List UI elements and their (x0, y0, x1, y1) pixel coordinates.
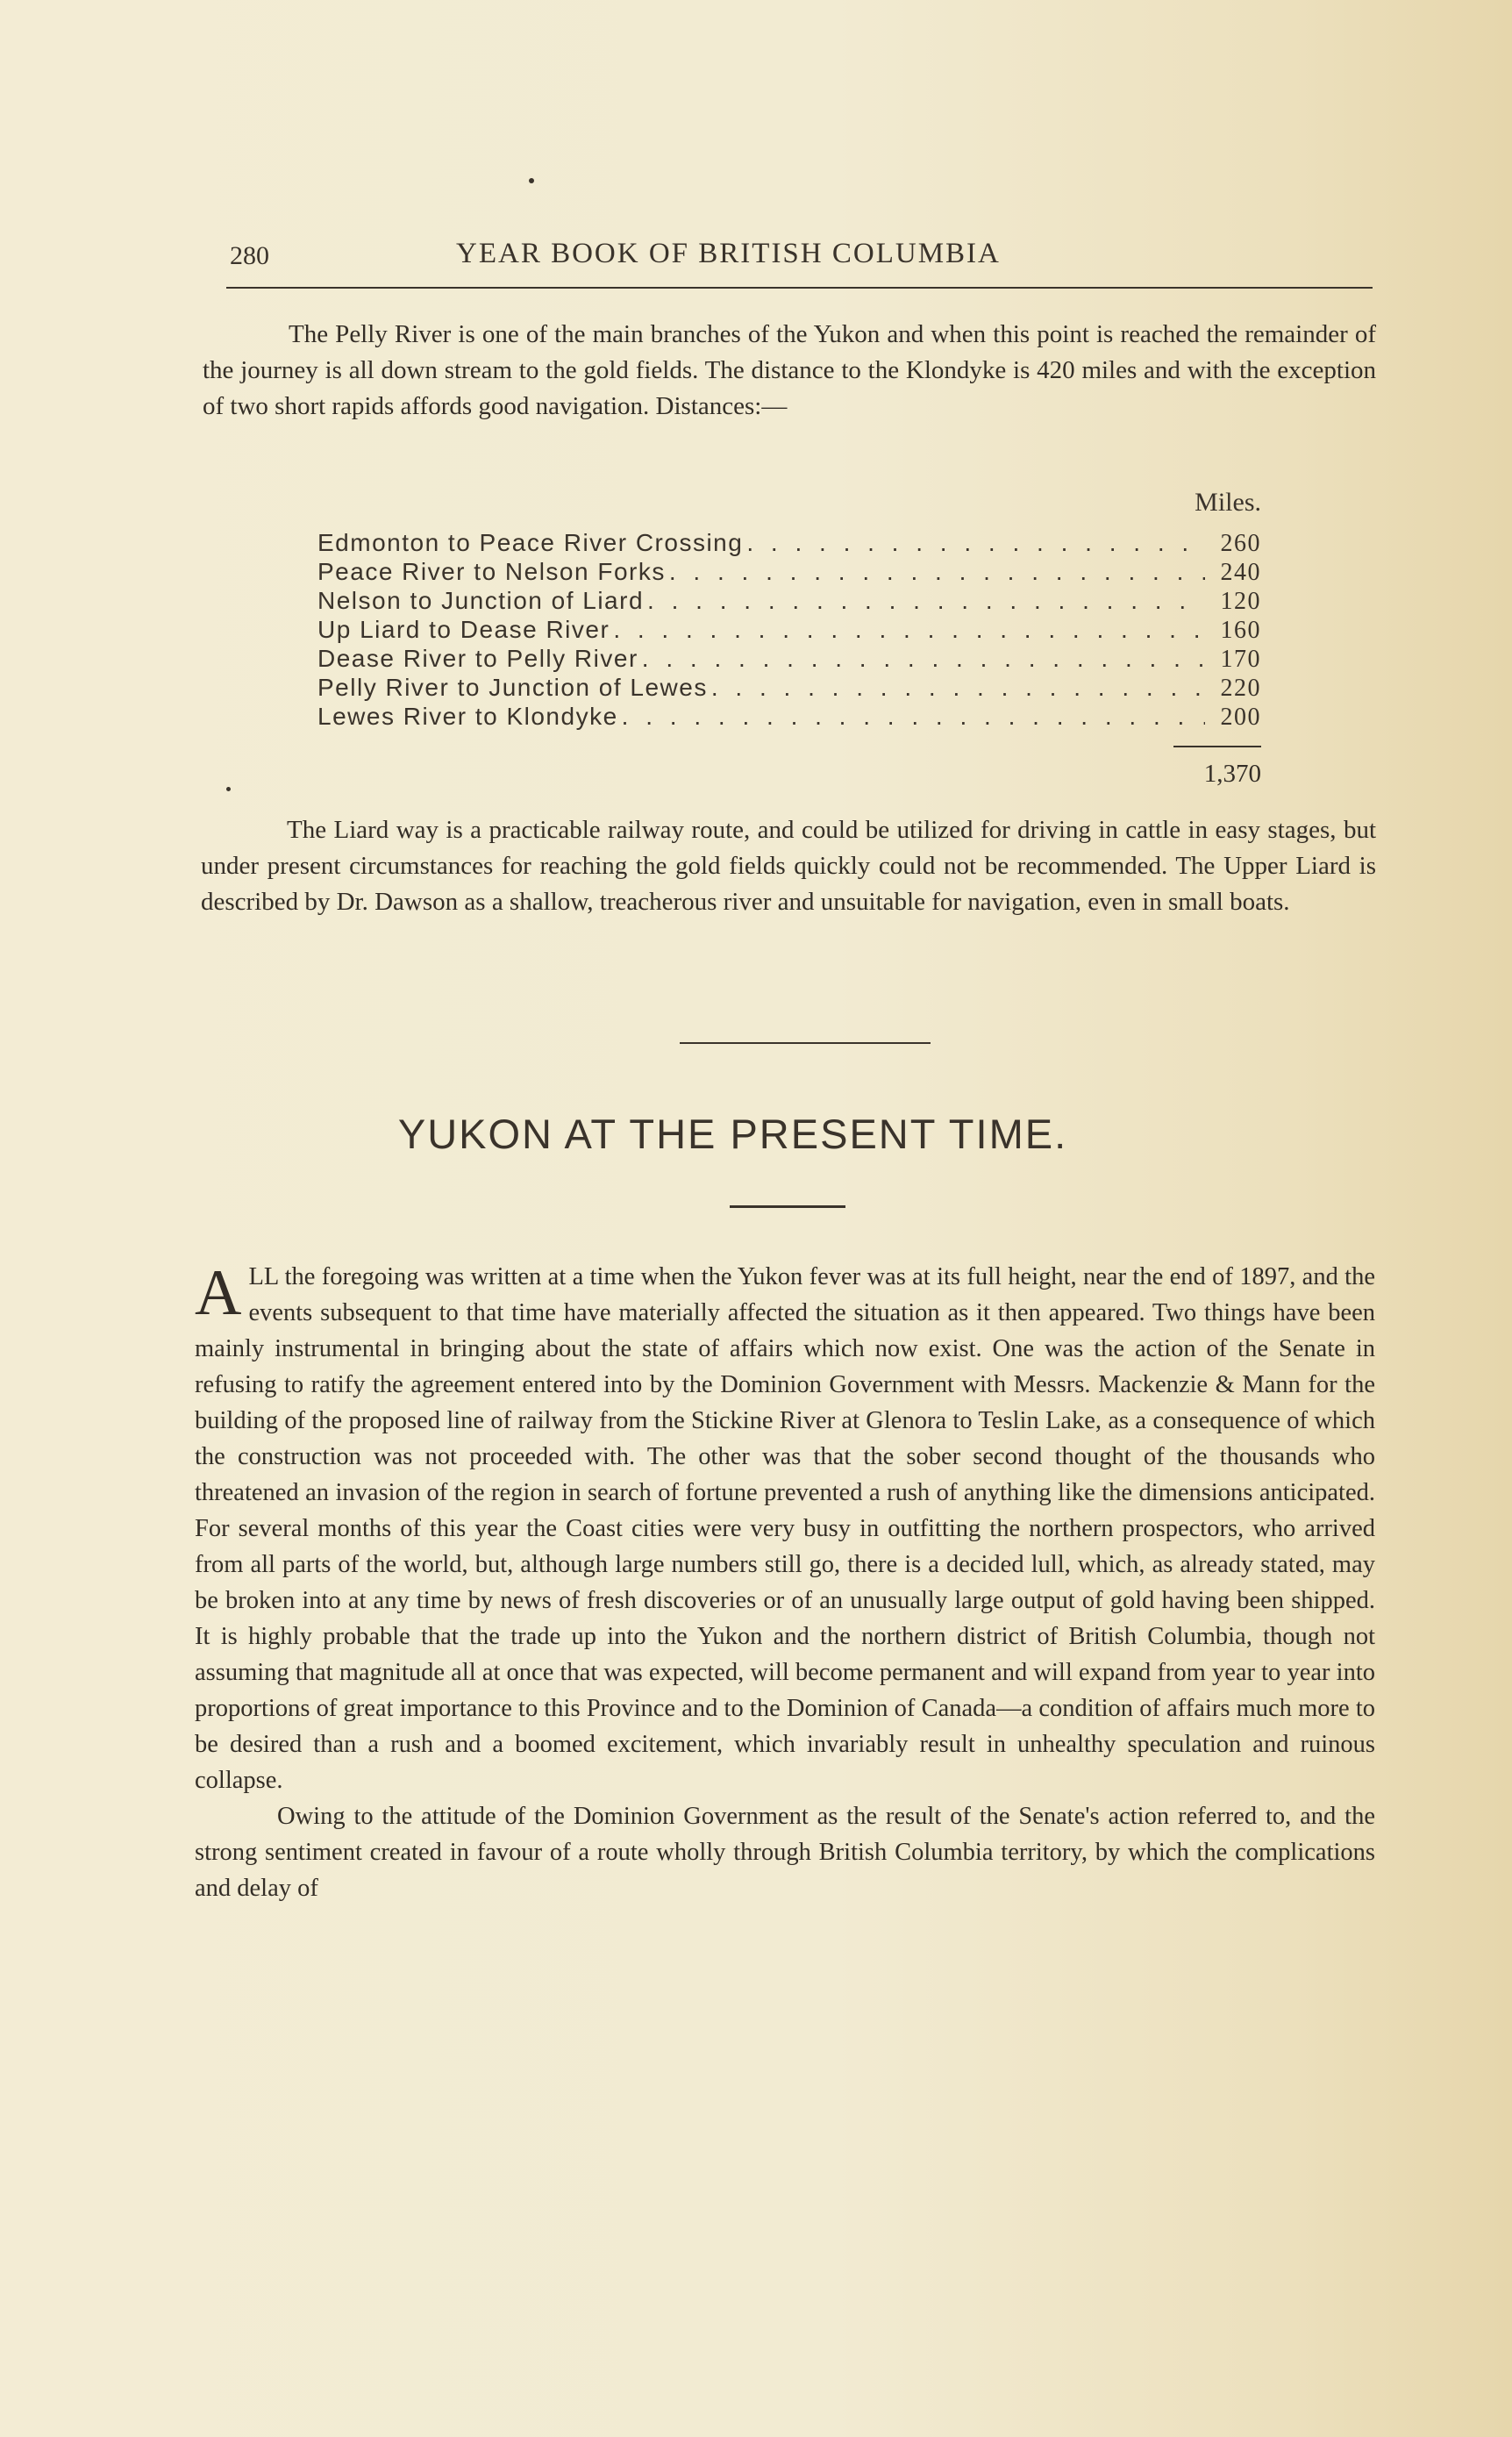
miles-column-header: Miles. (1195, 488, 1261, 517)
distance-row (317, 586, 1261, 615)
dot-leader (669, 557, 1205, 586)
drop-cap: A (195, 1257, 242, 1329)
route-miles: 170 (1220, 646, 1261, 673)
section-paragraph: Owing to the attitude of the Dominion Government as the result of the Senate's action referred to, and the strong sentiment created in favour of a route wholly through British Columbia territory, by which the complications and delay of (195, 1803, 1375, 1902)
heading-underline (730, 1205, 845, 1208)
running-title: YEAR BOOK OF BRITISH COLUMBIA (456, 238, 1001, 269)
section-paragraph (195, 1259, 1375, 1798)
route-miles: 240 (1220, 559, 1261, 586)
page-number: 280 (230, 241, 269, 270)
section-body (195, 1259, 1375, 1906)
route-miles: 260 (1220, 530, 1261, 557)
dot-leader (647, 586, 1205, 615)
ink-speck (529, 178, 534, 183)
paragraph-text: LL the foregoing was written at a time when the Yukon fever was at its full height, near the end of 1897, and the events subsequent to that time have materially affected the situation as it then appeared. Two things have been mainly instrumental in bringing about the state of affairs which now exist. One was the action of the Senate in refusing to ratify the agreement entered into by the Dominion Government with Messrs. Mackenzie & Mann for the building of the proposed line of railway from the Stickine River at Glenora to Teslin Lake, as a consequence of which the construction was not proceeded with. The other was that the sober second thought of the thousands who threatened an invasion of the region in search of fortune prevented a rush of anything like the dimensions anticipated. For several months of this year the Coast cities were very busy in outfitting the northern prospectors, who arrived from all parts of the world, but, although large numbers still go, there is a decided lull, which, as already stated, may be broken into at any time by news of fresh discoveries or of an unusually large output of gold having been shipped. It is highly probable that the trade up into the Yukon and the northern district of British Columbia, though not assuming that magnitude all at once that was expected, will become permanent and will expand from year to year into proportions of great importance to this Province and to the Dominion of Canada—a condition of affairs much more to be desired than a rush and a boomed excitement, which invariably result in unhealthy speculation and ruinous collapse. (195, 1263, 1375, 1794)
distance-row (317, 644, 1261, 673)
dot-leader (746, 528, 1205, 557)
route-name: Edmonton to Peace River Crossing (317, 529, 744, 556)
intro-paragraph: The Pelly River is one of the main branches of the Yukon and when this point is reached the remainder of the journey is all down stream to the gold fields. The distance to the Klondyke is 420 miles and with the exception of two short rapids affords good navigation. Distances:— (203, 320, 1376, 420)
route-name: Dease River to Pelly River (317, 645, 638, 672)
section-divider (680, 1042, 931, 1044)
section-heading: YUKON AT THE PRESENT TIME. (397, 1111, 1068, 1157)
route-miles: 120 (1220, 588, 1261, 615)
liard-paragraph: The Liard way is a practicable railway route, and could be utilized for driving in cattle in easy stages, but under present circumstances for reaching the gold fields quickly could not be recommended. The Upper Liard is described by Dr. Dawson as a shallow, treacherous river and unsuitable for navigation, even in small boats. (201, 816, 1376, 916)
dot-leader (622, 702, 1205, 731)
route-name: Up Liard to Dease River (317, 616, 610, 643)
distance-row (317, 528, 1261, 557)
distance-total: 1,370 (1203, 760, 1261, 788)
route-miles: 160 (1220, 617, 1261, 644)
ink-speck (226, 787, 231, 791)
route-name: Lewes River to Klondyke (317, 703, 618, 730)
route-name: Nelson to Junction of Liard (317, 587, 645, 614)
route-miles: 220 (1220, 675, 1261, 702)
dot-leader (642, 644, 1205, 673)
distance-row (317, 702, 1261, 731)
route-name: Pelly River to Junction of Lewes (317, 674, 708, 701)
distance-row (317, 673, 1261, 702)
sum-rule (1173, 746, 1261, 747)
dot-leader (613, 615, 1205, 644)
distance-row (317, 615, 1261, 644)
route-name: Peace River to Nelson Forks (317, 558, 666, 585)
dot-leader (711, 673, 1205, 702)
distance-row (317, 557, 1261, 586)
page-header (226, 238, 1373, 289)
route-miles: 200 (1220, 704, 1261, 731)
distances-table (317, 488, 1261, 731)
